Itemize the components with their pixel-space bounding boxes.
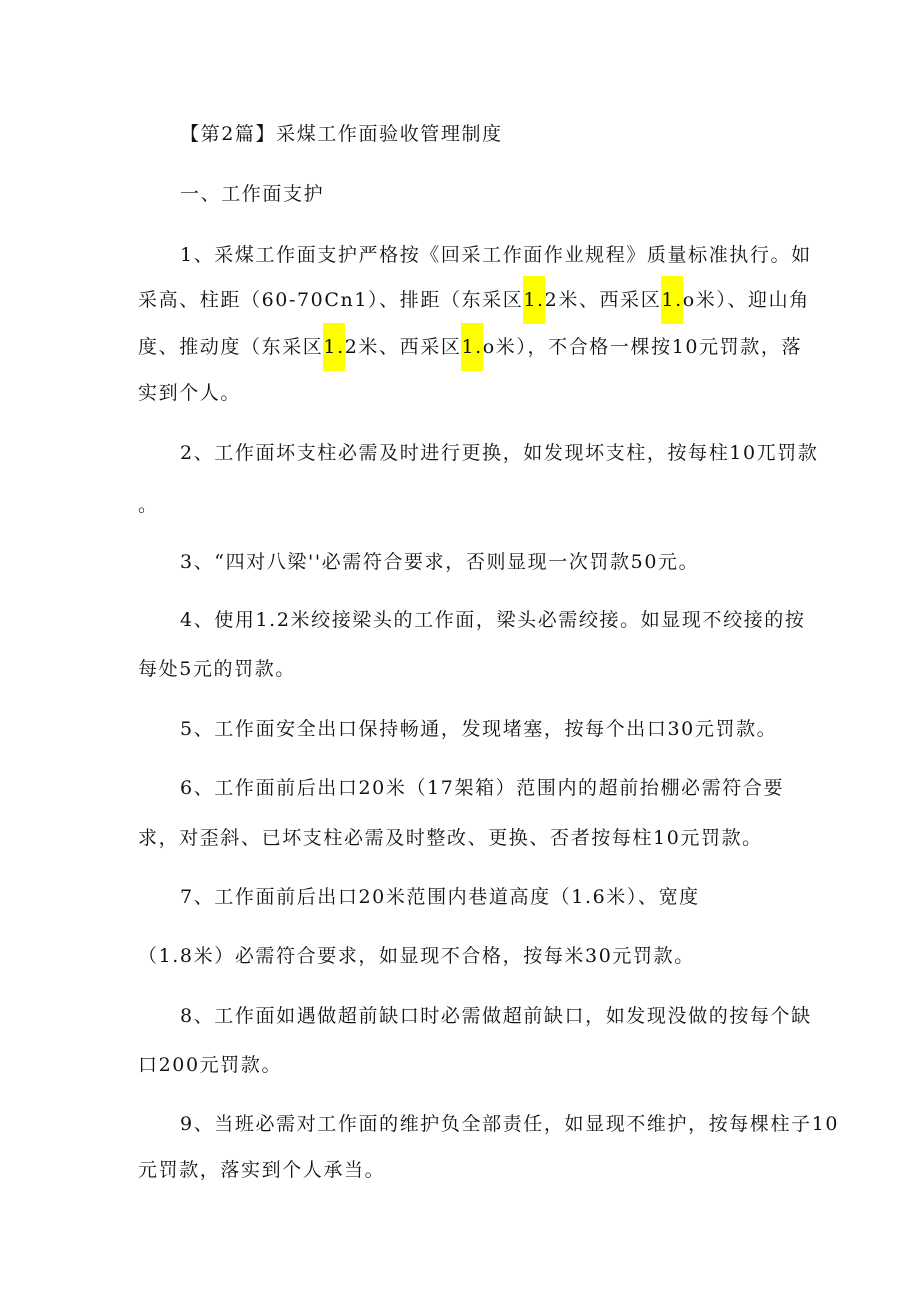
text-run: 2米、西采区 bbox=[344, 336, 462, 358]
document-title: 【第2篇】采煤工作面验收管理制度 bbox=[180, 123, 503, 145]
paragraph-line: 9、当班必需对工作面的维护负全部责任，如显现不维护，按每棵柱子10 bbox=[180, 1113, 840, 1135]
paragraph-line: 实到个人。 bbox=[138, 382, 242, 404]
text-run: o米），不合格一棵按10元罚款，落 bbox=[482, 336, 803, 358]
paragraph-line bbox=[138, 332, 802, 371]
paragraph-line: 2、工作面坏支柱必需及时进行更换，如发现坏支柱，按每柱10兀罚款 bbox=[180, 442, 819, 464]
paragraph-line: 4、使用1.2米绞接梁头的工作面，梁头必需绞接。如显现不绞接的按 bbox=[180, 609, 806, 631]
text-run: o米）、迎山角 bbox=[682, 289, 810, 311]
paragraph-line: 口200元罚款。 bbox=[138, 1054, 283, 1076]
highlighted-text: 1. bbox=[323, 323, 344, 371]
paragraph-line bbox=[138, 285, 810, 324]
paragraph-line: 3、“四对八梁''必需符合要求，否则显现一次罚款50元。 bbox=[180, 551, 700, 573]
paragraph-line: （1.8米）必需符合要求，如显现不合格，按每米30元罚款。 bbox=[138, 945, 695, 967]
paragraph-line: 5、工作面安全出口保持畅通，发现堵塞，按每个出口30元罚款。 bbox=[180, 718, 778, 740]
highlighted-text: 1. bbox=[461, 323, 482, 371]
paragraph-line: 1、采煤工作面支护严格按《回采工作面作业规程》质量标准执行。如 bbox=[180, 244, 812, 266]
paragraph-line: 7、工作面前后出口20米范围内巷道高度（1.6米）、宽度 bbox=[180, 886, 700, 908]
paragraph-line: 求，对歪斜、已坏支柱必需及时整改、更换、否者按每柱10元罚款。 bbox=[138, 827, 763, 849]
text-run: 度、推动度（东采区 bbox=[138, 336, 324, 358]
highlighted-text: 1. bbox=[523, 276, 544, 324]
paragraph-line: 。 bbox=[138, 494, 159, 516]
paragraph-line: 6、工作面前后出口20米（17架箱）范围内的超前抬棚必需符合要 bbox=[180, 777, 785, 799]
section-heading: 一、工作面支护 bbox=[180, 183, 325, 205]
paragraph-line: 每处5元的罚款。 bbox=[138, 658, 296, 680]
highlighted-text: 1. bbox=[661, 276, 682, 324]
paragraph-line: 元罚款，落实到个人承当。 bbox=[138, 1159, 386, 1181]
text-run: 采高、柱距（60-70Cn1）、排距（东采区 bbox=[138, 289, 524, 311]
text-run: 2米、西采区 bbox=[544, 289, 662, 311]
paragraph-line: 8、工作面如遇做超前缺口时必需做超前缺口，如发现没做的按每个缺 bbox=[180, 1005, 812, 1027]
